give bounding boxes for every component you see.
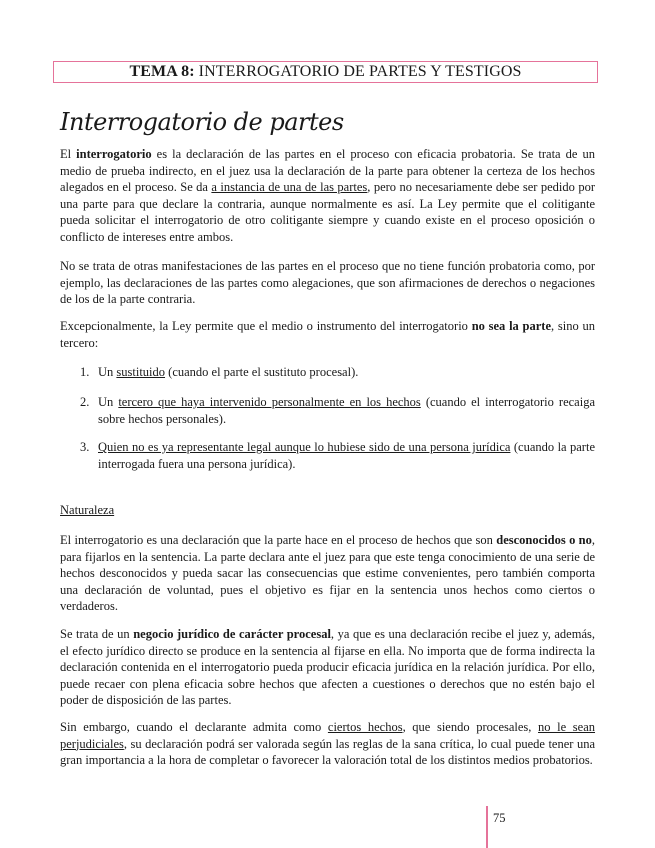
list-item: 1. Un sustituido (cuando el parte el sustituto procesal). (80, 365, 359, 379)
paragraph-2: No se trata de otras manifestaciones de las partes en el proceso que no tiene función probatoria como, por ejemplo, las declaraciones de las partes como alegaciones, que son afirmaciones de derechos o negaciones de los de la parte contraria. (60, 259, 595, 306)
section-heading: Interrogatorio de partes (60, 108, 344, 136)
topic-number: TEMA 8: (129, 63, 195, 80)
page-number: 75 (493, 811, 506, 825)
subheading-naturaleza: Naturaleza (60, 503, 115, 517)
paragraph-3: Excepcionalmente, la Ley permite que el medio o instrumento del interrogatorio no sea la parte, sino un tercero: (60, 319, 595, 350)
page-number-divider (486, 806, 488, 848)
list-item: 3. Quien no es ya representante legal aunque lo hubiese sido de una persona jurídica (cuando la parte interrogada fuera una persona jurídica). (80, 440, 595, 471)
topic-title: INTERROGATORIO DE PARTES Y TESTIGOS (198, 63, 522, 80)
paragraph-6: Sin embargo, cuando el declarante admita como ciertos hechos, que siendo procesales, no le sean perjudiciales, su declaración podrá ser valorada según las reglas de la sana crítica, lo cual puede tener una gran importancia a la hora de completar o favorecer la valoración total de los distintos medios probatorios. (60, 720, 596, 767)
list-item: 2. Un tercero que haya intervenido personalmente en los hechos (cuando el interrogatorio recaiga sobre hechos personales). (80, 395, 595, 426)
topic-title-box (53, 61, 598, 83)
paragraph-1: El interrogatorio es la declaración de las partes en el proceso con eficacia probatoria. Se trata de un medio de prueba indirecto, en el juez usa la declaración de la parte para obtener la certeza de los hechos alegados en el proceso. Se da a instancia de una de las partes, pero no necesariamente debe ser pedido por una parte para que declare la contraria, aunque normalmente es así. La Ley permite que el colitigante pueda solicitar el interrogatorio de otro colitigante siempre y cuando existe en el proceso oposición o conflicto de intereses entre ambos. (60, 147, 595, 244)
paragraph-5: Se trata de un negocio jurídico de carácter procesal, ya que es una declaración recibe el juez y, además, el efecto jurídico directo se produce en la sentencia al fijarse en ella. No importa que de forma indirecta la declaración contenida en el interrogatorio pueda producir eficacia jurídica en la relación jurídica. Por ello, puede recaer con plena eficacia sobre hechos que afecten a cuestiones o derechos que no estén bajo el poder de disposición de las partes. (60, 627, 595, 707)
paragraph-4: El interrogatorio es una declaración que la parte hace en el proceso de hechos que son desconocidos o no, para fijarlos en la sentencia. La parte declara ante el juez para que este tenga conocimiento de una serie de hechos desconocidos y pueda sacar las consecuencias que estime convenientes, pero también comporta una declaración de voluntad, pues el objetivo es fijar en la sentencia unos hechos como ciertos o verdaderos. (60, 533, 596, 613)
